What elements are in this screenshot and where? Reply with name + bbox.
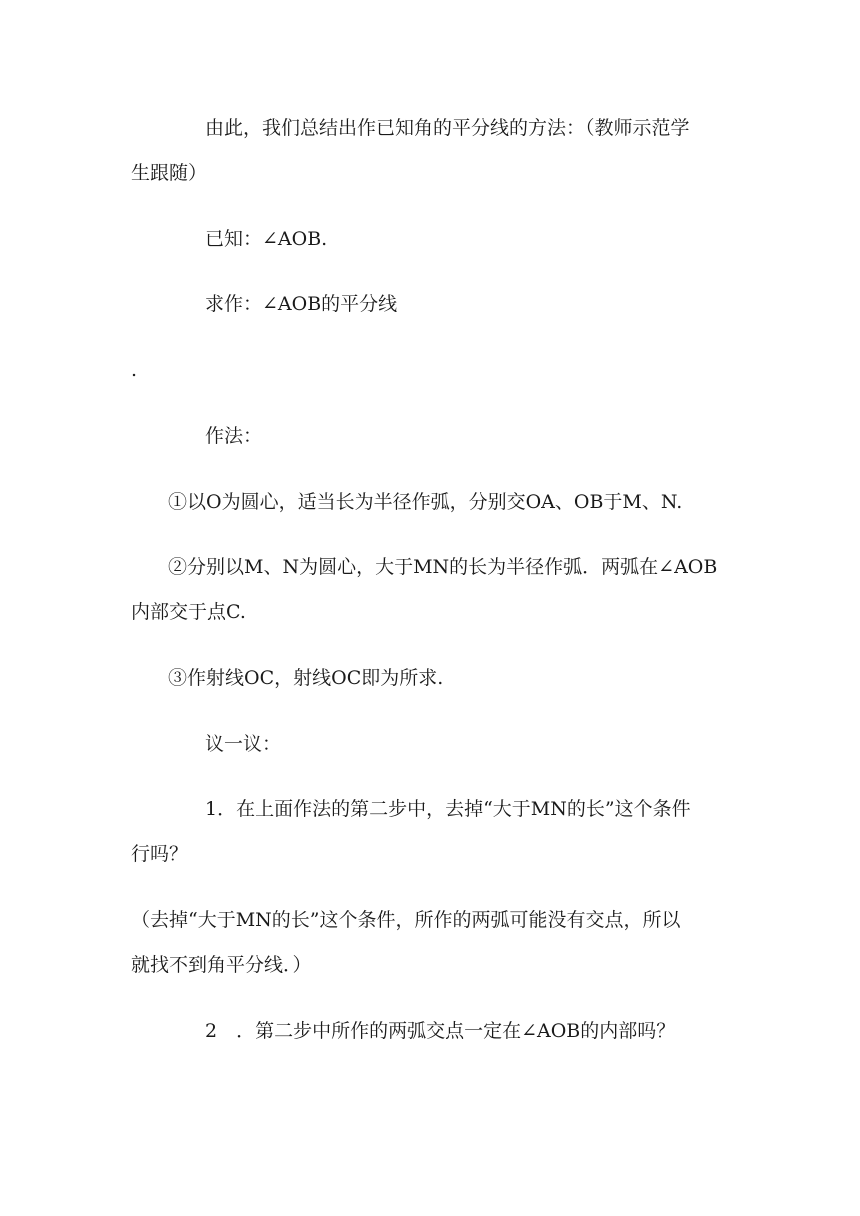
given-statement: 已知：∠AOB. bbox=[205, 228, 328, 250]
question-1-line-1: 1．在上面作法的第二步中，去掉“大于MN的长”这个条件 bbox=[205, 798, 691, 820]
step-3: ③作射线OC，射线OC即为所求. bbox=[168, 667, 444, 689]
stray-dot: . bbox=[131, 359, 138, 381]
question-1-line-2: 行吗？ bbox=[131, 843, 189, 865]
summary-paragraph-line-1: 由此，我们总结出作已知角的平分线的方法：（教师示范学 bbox=[205, 117, 690, 139]
step-2-line-2: 内部交于点C. bbox=[131, 601, 246, 623]
question-2: 2 ．第二步中所作的两弧交点一定在∠AOB的内部吗？ bbox=[205, 1020, 676, 1042]
answer-1-line-1: （去掉“大于MN的长”这个条件，所作的两弧可能没有交点，所以 bbox=[131, 909, 681, 931]
summary-paragraph-line-2: 生跟随） bbox=[131, 162, 208, 184]
construct-statement: 求作：∠AOB的平分线 bbox=[205, 293, 398, 315]
method-heading: 作法： bbox=[205, 425, 263, 447]
answer-1-line-2: 就找不到角平分线．） bbox=[131, 954, 312, 976]
step-2-line-1: ②分别以M、N为圆心，大于MN的长为半径作弧．两弧在∠AOB bbox=[168, 556, 718, 578]
discuss-heading: 议一议： bbox=[205, 733, 282, 755]
step-1: ①以O为圆心，适当长为半径作弧，分别交OA、OB于M、N. bbox=[168, 491, 683, 513]
